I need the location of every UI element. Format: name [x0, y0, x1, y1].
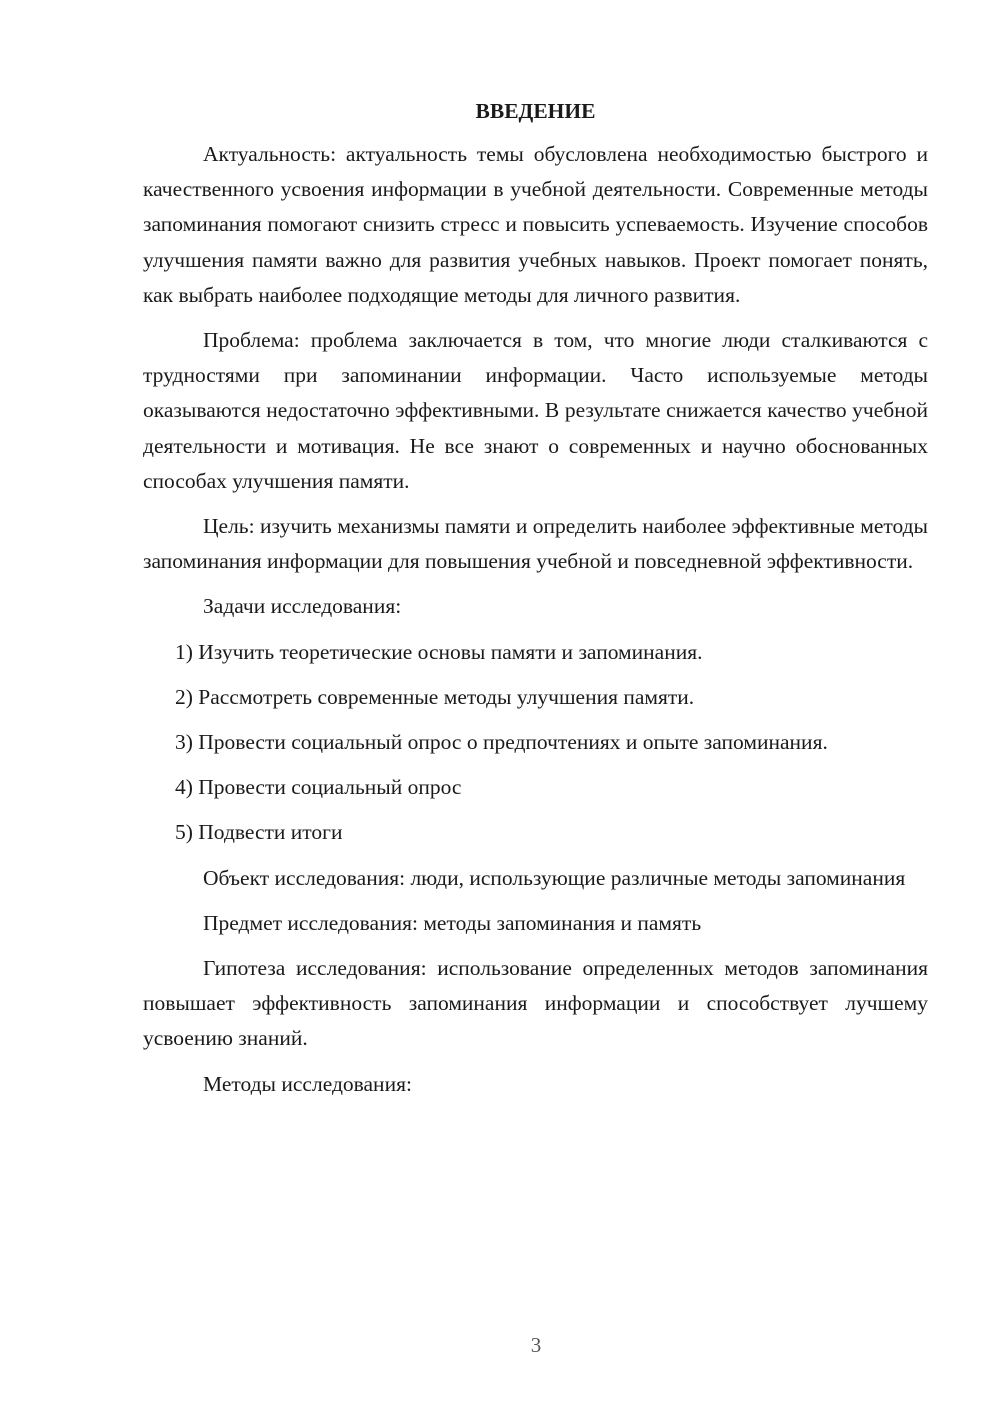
section-heading: ВВЕДЕНИЕ: [475, 99, 596, 123]
task-item-1: 1) Изучить теоретические основы памяти и запоминания.: [175, 639, 703, 664]
task-item-4: 4) Провести социальный опрос: [175, 775, 462, 800]
problem-paragraph: Проблема: проблема заключается в том, что многие люди сталкиваются с трудностями при запоминании информации. Часто используемые методы оказываются недостаточно эффективными. В результате снижается качество учебной деятельности и мотивация. Не все знают о современных и научно обоснованных способах улучшения памяти.: [143, 328, 928, 493]
page-number: 3: [530, 1333, 542, 1357]
task-item-5: 5) Подвести итоги: [175, 820, 343, 845]
task-item-3: 3) Провести социальный опрос о предпочтениях и опыте запоминания.: [175, 730, 828, 755]
tasks-heading: Задачи исследования:: [203, 594, 402, 619]
methods-paragraph: Методы исследования:: [203, 1071, 412, 1096]
hypothesis-paragraph: Гипотеза исследования: использование определенных методов запоминания повышает эффективность запоминания информации и способствует лучшему усвоению знаний.: [143, 956, 928, 1051]
subject-paragraph: Предмет исследования: методы запоминания и память: [203, 910, 702, 935]
object-paragraph: Объект исследования: люди, использующие различные методы запоминания: [203, 865, 906, 890]
task-item-2: 2) Рассмотреть современные методы улучшения памяти.: [175, 684, 695, 709]
relevance-paragraph: Актуальность: актуальность темы обусловлена необходимостью быстрого и качественного усвоения информации в учебной деятельности. Современные методы запоминания помогают снизить стресс и повысить успеваемость. Изучение способов улучшения памяти важно для развития учебных навыков. Проект помогает понять, как выбрать наиболее подходящие методы для личного развития.: [143, 142, 928, 307]
goal-paragraph: Цель: изучить механизмы памяти и определить наиболее эффективные методы запоминания информации для повышения учебной и повседневной эффективности.: [143, 514, 928, 574]
document-page: [143, 95, 928, 1112]
